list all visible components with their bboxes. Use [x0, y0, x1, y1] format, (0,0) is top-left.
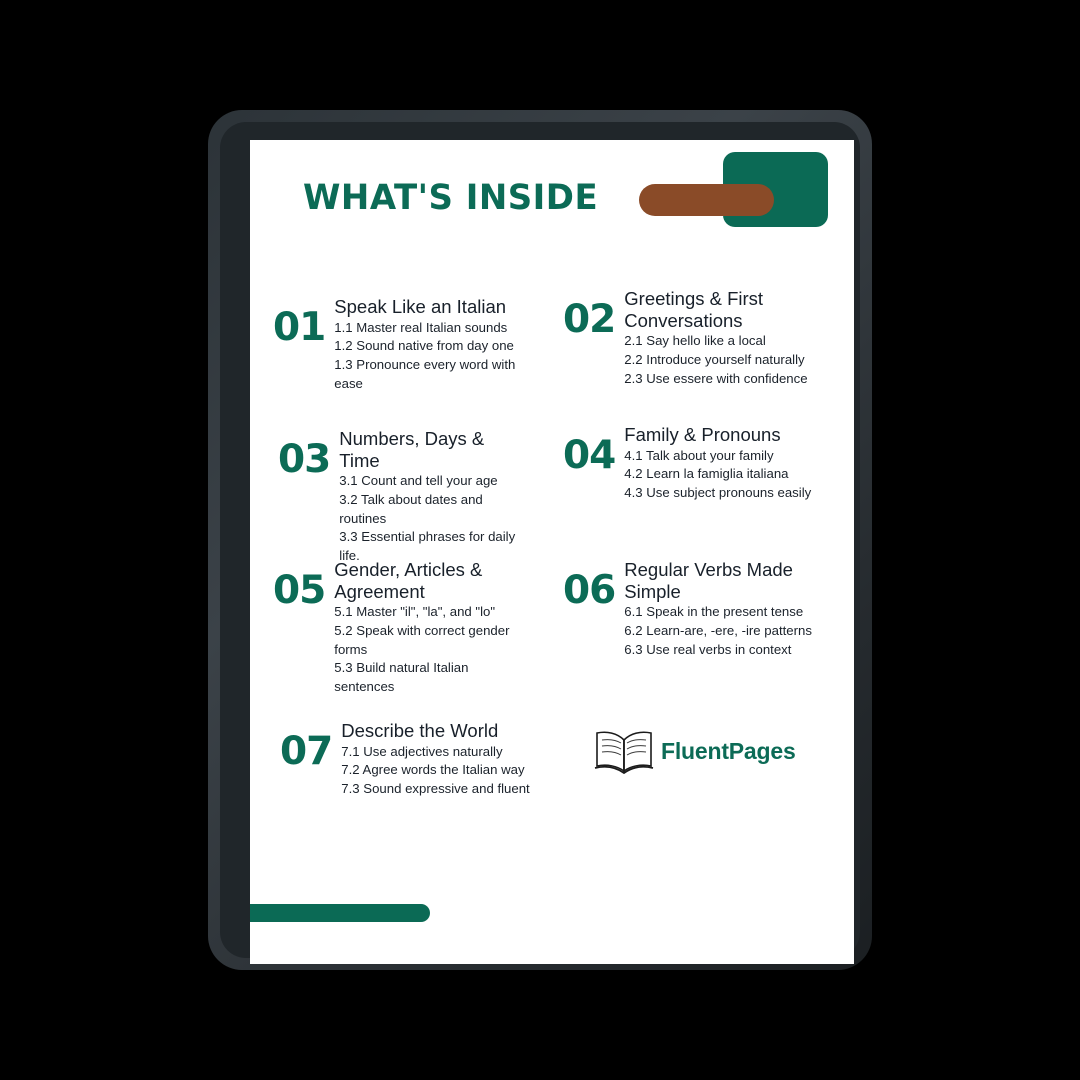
- section-subitem: 3.2 Talk about dates and routines: [339, 492, 483, 526]
- section-subitem: 5.1 Master "il", "la", and "lo": [334, 604, 496, 620]
- list-item: [280, 720, 540, 799]
- open-book-icon: [593, 728, 655, 774]
- section-subitem: 7.3 Sound expressive and fluent: [341, 781, 530, 797]
- section-number: 06: [563, 568, 616, 613]
- section-subitem: 1.2 Sound native from day one: [334, 338, 514, 354]
- section-subitem: 3.3 Essential phrases for daily life.: [339, 529, 516, 564]
- section-number: 01: [273, 305, 326, 350]
- section-text: [615, 424, 819, 503]
- section-text: [325, 296, 521, 394]
- section-text: [615, 288, 819, 388]
- section-number: 02: [563, 297, 616, 342]
- section-title: Gender, Articles & Agreement: [334, 559, 483, 602]
- section-subitem: 6.3 Use real verbs in context: [624, 641, 792, 657]
- section-title: Greetings & First Conversations: [624, 288, 764, 331]
- tablet-device: [208, 110, 872, 970]
- brand-logo: [593, 728, 796, 774]
- list-item: [563, 424, 819, 503]
- section-text: [332, 720, 540, 799]
- list-item: [273, 296, 521, 394]
- section-number: 07: [280, 729, 333, 774]
- footer-accent-bar: [250, 904, 430, 922]
- tablet-screen: [250, 140, 854, 964]
- header-brown-bar: [639, 184, 774, 216]
- section-subitem: 7.1 Use adjectives naturally: [341, 743, 503, 759]
- section-subitem: 6.2 Learn-are, -ere, -ire patterns: [624, 623, 812, 639]
- page-header: [250, 140, 854, 260]
- section-number: 05: [273, 568, 326, 613]
- section-subitem: 4.2 Learn la famiglia italiana: [624, 466, 789, 482]
- section-title: Numbers, Days & Time: [339, 428, 485, 471]
- section-title: Family & Pronouns: [624, 424, 781, 445]
- list-item: [278, 428, 528, 566]
- section-subitem: 1.1 Master real Italian sounds: [334, 319, 508, 335]
- section-subitem: 4.3 Use subject pronouns easily: [624, 485, 812, 501]
- section-subitem: 3.1 Count and tell your age: [339, 473, 498, 489]
- brand-name: FluentPages: [661, 737, 796, 764]
- list-item: [563, 559, 819, 659]
- list-item: [563, 288, 819, 388]
- tablet-bezel: [220, 122, 860, 958]
- section-subitem: 2.3 Use essere with confidence: [624, 370, 808, 386]
- section-subitem: 2.2 Introduce yourself naturally: [624, 352, 805, 368]
- section-text: [615, 559, 819, 659]
- section-number: 03: [278, 437, 331, 482]
- section-title: Regular Verbs Made Simple: [624, 559, 793, 602]
- section-subitem: 6.1 Speak in the present tense: [624, 604, 804, 620]
- section-text: [325, 559, 523, 697]
- section-subitem: 5.2 Speak with correct gender forms: [334, 623, 510, 657]
- section-subitem: 5.3 Build natural Italian sentences: [334, 660, 469, 695]
- section-number: 04: [563, 433, 616, 478]
- section-subitem: 1.3 Pronounce every word with ease: [334, 357, 516, 391]
- section-title: Describe the World: [341, 720, 499, 741]
- section-text: [330, 428, 528, 566]
- section-subitem: 4.1 Talk about your family: [624, 447, 774, 463]
- page-title: WHAT'S INSIDE: [303, 178, 599, 218]
- list-item: [273, 559, 523, 697]
- section-subitem: 7.2 Agree words the Italian way: [341, 762, 525, 778]
- section-title: Speak Like an Italian: [334, 296, 507, 317]
- section-subitem: 2.1 Say hello like a local: [624, 333, 766, 349]
